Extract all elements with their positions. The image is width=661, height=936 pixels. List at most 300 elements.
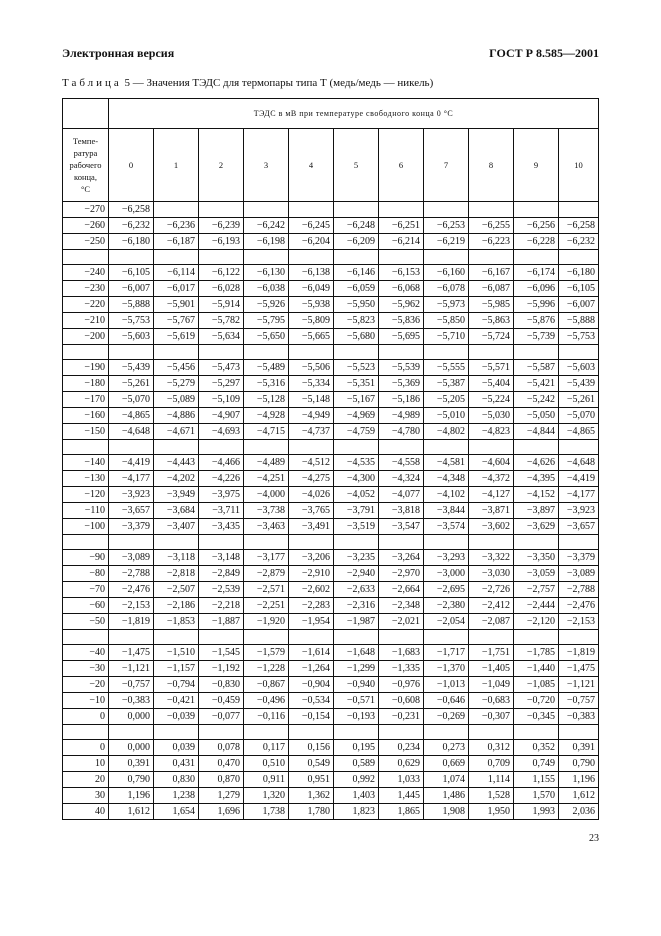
emf-value-cell: −3,791	[334, 503, 379, 519]
emf-value-cell: −4,052	[334, 487, 379, 503]
emf-value-cell	[334, 202, 379, 218]
emf-value-cell: −3,089	[109, 550, 154, 566]
emf-value-cell: −5,901	[154, 297, 199, 313]
emf-value-cell: −4,949	[289, 408, 334, 424]
emf-value-cell: −6,105	[559, 281, 599, 297]
emf-value-cell: −3,519	[334, 519, 379, 535]
temperature-cell: −240	[63, 265, 109, 281]
emf-value-cell: −3,738	[244, 503, 289, 519]
emf-value-cell: −1,228	[244, 661, 289, 677]
emf-value-cell: −6,187	[154, 234, 199, 250]
emf-value-cell: −3,765	[289, 503, 334, 519]
emf-value-cell: −2,316	[334, 598, 379, 614]
spacer-cell	[109, 345, 154, 360]
emf-value-cell: −1,405	[469, 661, 514, 677]
emf-value-cell: −1,785	[514, 645, 559, 661]
emf-value-cell: −5,334	[289, 376, 334, 392]
emf-value-cell: −4,604	[469, 455, 514, 471]
spacer-cell	[514, 440, 559, 455]
emf-value-cell: −2,444	[514, 598, 559, 614]
spacer-cell	[109, 250, 154, 265]
temperature-cell: −270	[63, 202, 109, 218]
spacer-cell	[63, 725, 109, 740]
column-header: 5	[334, 129, 379, 202]
emf-value-cell: −5,456	[154, 360, 199, 376]
emf-value-cell: −2,788	[559, 582, 599, 598]
emf-value-cell: 1,696	[199, 804, 244, 820]
emf-value-cell: −5,603	[109, 329, 154, 345]
emf-value-cell: 2,036	[559, 804, 599, 820]
emf-value-cell: 1,033	[379, 772, 424, 788]
emf-value-cell: −6,236	[154, 218, 199, 234]
emf-value-cell: −0,683	[469, 693, 514, 709]
emf-value-cell: −5,279	[154, 376, 199, 392]
spacer-cell	[469, 440, 514, 455]
emf-value-cell: −5,070	[559, 408, 599, 424]
temperature-cell: 40	[63, 804, 109, 820]
emf-value-cell: 0,870	[199, 772, 244, 788]
emf-value-cell: 0,749	[514, 756, 559, 772]
table-row	[63, 677, 599, 693]
temperature-cell: −40	[63, 645, 109, 661]
emf-value-cell: −5,634	[199, 329, 244, 345]
standard-code: ГОСТ Р 8.585—2001	[489, 46, 599, 60]
emf-value-cell: −5,109	[199, 392, 244, 408]
emf-value-cell: −6,105	[109, 265, 154, 281]
temperature-cell: −30	[63, 661, 109, 677]
emf-value-cell: −0,154	[289, 709, 334, 725]
emf-value-cell: −6,096	[514, 281, 559, 297]
emf-value-cell: −2,970	[379, 566, 424, 582]
emf-value-cell: −5,050	[514, 408, 559, 424]
emf-value-cell: −4,928	[244, 408, 289, 424]
spacer-cell	[244, 725, 289, 740]
column-header: 8	[469, 129, 514, 202]
emf-value-cell: −4,780	[379, 424, 424, 440]
temperature-cell: −20	[63, 677, 109, 693]
emf-value-cell: −0,571	[334, 693, 379, 709]
spacer-row	[63, 440, 599, 455]
spacer-cell	[334, 535, 379, 550]
page-number: 23	[589, 833, 599, 844]
emf-value-cell: 1,738	[244, 804, 289, 820]
spacer-cell	[199, 725, 244, 740]
emf-value-cell: −2,283	[289, 598, 334, 614]
emf-value-cell: −6,232	[559, 234, 599, 250]
emf-value-cell: −5,767	[154, 313, 199, 329]
emf-value-cell: −5,089	[154, 392, 199, 408]
emf-value-cell: −4,865	[559, 424, 599, 440]
emf-value-cell: −1,819	[559, 645, 599, 661]
emf-value-cell: −4,759	[334, 424, 379, 440]
emf-value-cell: −4,348	[424, 471, 469, 487]
emf-value-cell: −1,157	[154, 661, 199, 677]
emf-value-cell: −6,209	[334, 234, 379, 250]
emf-value-cell	[154, 202, 199, 218]
emf-value-cell: −5,489	[244, 360, 289, 376]
spacer-cell	[559, 345, 599, 360]
emf-value-cell: −0,608	[379, 693, 424, 709]
emf-value-cell: 1,993	[514, 804, 559, 820]
emf-value-cell: −3,148	[199, 550, 244, 566]
spacer-cell	[469, 630, 514, 645]
emf-value-cell: −2,120	[514, 614, 559, 630]
emf-value-cell: −3,322	[469, 550, 514, 566]
spacer-cell	[63, 440, 109, 455]
emf-value-cell: −2,571	[244, 582, 289, 598]
emf-value-cell: −1,370	[424, 661, 469, 677]
emf-value-cell: −5,809	[289, 313, 334, 329]
emf-value-cell: −2,021	[379, 614, 424, 630]
emf-value-cell: −4,226	[199, 471, 244, 487]
emf-value-cell: −3,118	[154, 550, 199, 566]
emf-value-cell: −4,535	[334, 455, 379, 471]
emf-value-cell: −4,177	[109, 471, 154, 487]
emf-value-cell: 0,195	[334, 740, 379, 756]
emf-value-cell: −6,245	[289, 218, 334, 234]
spacer-cell	[514, 630, 559, 645]
emf-value-cell: −0,039	[154, 709, 199, 725]
emf-value-cell: −3,379	[559, 550, 599, 566]
emf-value-cell: −5,914	[199, 297, 244, 313]
emf-value-cell	[244, 202, 289, 218]
table-row	[63, 519, 599, 535]
table-row	[63, 360, 599, 376]
emf-value-cell: 0,352	[514, 740, 559, 756]
emf-value-cell: 1,612	[559, 788, 599, 804]
emf-value-cell: −6,049	[289, 281, 334, 297]
emf-value-cell: 0,039	[154, 740, 199, 756]
emf-value-cell: −3,547	[379, 519, 424, 535]
emf-value-cell: −4,152	[514, 487, 559, 503]
emf-value-cell: −3,463	[244, 519, 289, 535]
emf-value-cell: −4,419	[109, 455, 154, 471]
emf-value-cell: −6,242	[244, 218, 289, 234]
emf-value-cell: −3,293	[424, 550, 469, 566]
emf-value-cell: −2,664	[379, 582, 424, 598]
emf-value-cell: −4,443	[154, 455, 199, 471]
super-header: ТЭДС в мВ при температуре свободного конца 0 °С	[109, 99, 599, 129]
emf-table	[62, 98, 599, 820]
table-row	[63, 740, 599, 756]
spacer-cell	[289, 725, 334, 740]
emf-value-cell: −6,068	[379, 281, 424, 297]
emf-value-cell: −0,830	[199, 677, 244, 693]
emf-value-cell: −1,717	[424, 645, 469, 661]
spacer-cell	[334, 725, 379, 740]
emf-value-cell: −5,680	[334, 329, 379, 345]
emf-value-cell: −2,757	[514, 582, 559, 598]
emf-value-cell: 0,431	[154, 756, 199, 772]
emf-value-cell: −3,923	[109, 487, 154, 503]
emf-value-cell: −4,626	[514, 455, 559, 471]
table-caption	[62, 77, 433, 89]
spacer-cell	[289, 250, 334, 265]
emf-value-cell: −5,523	[334, 360, 379, 376]
emf-value-cell	[469, 202, 514, 218]
temperature-cell: −250	[63, 234, 109, 250]
emf-value-cell: −5,539	[379, 360, 424, 376]
emf-value-cell: −6,219	[424, 234, 469, 250]
spacer-cell	[109, 440, 154, 455]
emf-value-cell: −1,954	[289, 614, 334, 630]
table-row	[63, 693, 599, 709]
emf-value-cell: 0,709	[469, 756, 514, 772]
emf-value-cell: −1,920	[244, 614, 289, 630]
emf-value-cell: −1,335	[379, 661, 424, 677]
emf-value-cell: −2,153	[109, 598, 154, 614]
table-row	[63, 566, 599, 582]
table-row	[63, 804, 599, 820]
emf-value-cell: −5,724	[469, 329, 514, 345]
emf-value-cell: −5,836	[379, 313, 424, 329]
temperature-header-line: конца,	[74, 172, 97, 182]
emf-value-cell: −4,177	[559, 487, 599, 503]
emf-value-cell: −2,695	[424, 582, 469, 598]
table-row	[63, 614, 599, 630]
table-row	[63, 709, 599, 725]
emf-value-cell: −3,491	[289, 519, 334, 535]
emf-value-cell: −5,421	[514, 376, 559, 392]
emf-value-cell: −5,650	[244, 329, 289, 345]
emf-value-cell: −4,489	[244, 455, 289, 471]
emf-value-cell: −2,818	[154, 566, 199, 582]
emf-value-cell: −6,180	[559, 265, 599, 281]
table-caption-label: Таблица	[62, 77, 122, 89]
emf-value-cell: −5,888	[109, 297, 154, 313]
table-row	[63, 265, 599, 281]
temperature-cell: −120	[63, 487, 109, 503]
emf-value-cell: −6,232	[109, 218, 154, 234]
emf-value-cell: −3,177	[244, 550, 289, 566]
emf-value-cell: 0,992	[334, 772, 379, 788]
emf-value-cell: 1,320	[244, 788, 289, 804]
emf-value-cell: −5,010	[424, 408, 469, 424]
emf-value-cell: −0,646	[424, 693, 469, 709]
emf-value-cell: −5,261	[559, 392, 599, 408]
emf-value-cell: −0,193	[334, 709, 379, 725]
spacer-cell	[424, 345, 469, 360]
spacer-cell	[559, 250, 599, 265]
emf-value-cell: −5,710	[424, 329, 469, 345]
spacer-cell	[289, 535, 334, 550]
spacer-cell	[559, 440, 599, 455]
emf-value-cell: −6,130	[244, 265, 289, 281]
emf-value-cell: −4,737	[289, 424, 334, 440]
spacer-cell	[334, 250, 379, 265]
emf-value-cell: −2,879	[244, 566, 289, 582]
spacer-cell	[63, 345, 109, 360]
emf-value-cell: 1,823	[334, 804, 379, 820]
emf-value-cell: −3,711	[199, 503, 244, 519]
temperature-cell: 10	[63, 756, 109, 772]
emf-value-cell: −5,695	[379, 329, 424, 345]
emf-value-cell: −5,128	[244, 392, 289, 408]
temperature-cell: −60	[63, 598, 109, 614]
temperature-header	[63, 129, 109, 202]
emf-value-cell: −2,633	[334, 582, 379, 598]
emf-value-cell: 0,391	[109, 756, 154, 772]
spacer-cell	[244, 345, 289, 360]
temperature-cell: −130	[63, 471, 109, 487]
spacer-cell	[379, 250, 424, 265]
emf-value-cell: −3,264	[379, 550, 424, 566]
table-row	[63, 471, 599, 487]
emf-value-cell: −2,054	[424, 614, 469, 630]
temperature-cell: −80	[63, 566, 109, 582]
emf-value-cell: −0,976	[379, 677, 424, 693]
temperature-cell: −70	[63, 582, 109, 598]
emf-value-cell: −1,987	[334, 614, 379, 630]
emf-value-cell: −6,017	[154, 281, 199, 297]
spacer-cell	[379, 345, 424, 360]
spacer-cell	[154, 250, 199, 265]
emf-value-cell: −5,938	[289, 297, 334, 313]
emf-value-cell: 1,403	[334, 788, 379, 804]
spacer-cell	[424, 630, 469, 645]
spacer-cell	[154, 440, 199, 455]
emf-value-cell: −5,782	[199, 313, 244, 329]
emf-value-cell: −3,897	[514, 503, 559, 519]
emf-value-cell: −4,102	[424, 487, 469, 503]
emf-value-cell: −4,581	[424, 455, 469, 471]
emf-value-cell	[379, 202, 424, 218]
emf-value-cell: −6,239	[199, 218, 244, 234]
emf-value-cell: −1,121	[559, 677, 599, 693]
emf-value-cell: −5,619	[154, 329, 199, 345]
emf-value-cell: −6,258	[559, 218, 599, 234]
spacer-cell	[63, 250, 109, 265]
table-row	[63, 424, 599, 440]
emf-value-cell: 0,911	[244, 772, 289, 788]
emf-value-cell: −3,407	[154, 519, 199, 535]
spacer-row	[63, 630, 599, 645]
emf-value-cell: −2,849	[199, 566, 244, 582]
column-header: 4	[289, 129, 334, 202]
emf-value-cell: −6,223	[469, 234, 514, 250]
emf-value-cell: −4,324	[379, 471, 424, 487]
emf-value-cell: −5,996	[514, 297, 559, 313]
spacer-cell	[424, 250, 469, 265]
emf-value-cell: −6,167	[469, 265, 514, 281]
table-row	[63, 281, 599, 297]
emf-value-cell: −1,121	[109, 661, 154, 677]
temperature-cell: −140	[63, 455, 109, 471]
emf-value-cell: −2,940	[334, 566, 379, 582]
emf-value-cell: 1,155	[514, 772, 559, 788]
table-row	[63, 661, 599, 677]
table-row	[63, 376, 599, 392]
emf-value-cell: −5,070	[109, 392, 154, 408]
emf-value-cell: −1,683	[379, 645, 424, 661]
table-row	[63, 550, 599, 566]
emf-value-cell: −1,475	[109, 645, 154, 661]
temperature-cell: 30	[63, 788, 109, 804]
emf-value-cell: −5,506	[289, 360, 334, 376]
spacer-cell	[244, 440, 289, 455]
emf-value-cell: −5,850	[424, 313, 469, 329]
column-header: 7	[424, 129, 469, 202]
column-header: 6	[379, 129, 424, 202]
spacer-cell	[154, 535, 199, 550]
emf-value-cell: 1,114	[469, 772, 514, 788]
temperature-header-line: Темпе-	[72, 136, 99, 146]
emf-value-cell: −6,114	[154, 265, 199, 281]
emf-value-cell: 1,654	[154, 804, 199, 820]
emf-value-cell: −6,228	[514, 234, 559, 250]
spacer-cell	[289, 630, 334, 645]
emf-value-cell: 1,362	[289, 788, 334, 804]
emf-value-cell: −5,439	[109, 360, 154, 376]
spacer-cell	[469, 345, 514, 360]
emf-value-cell: 0,830	[154, 772, 199, 788]
emf-value-cell: −0,383	[109, 693, 154, 709]
emf-value-cell: −6,160	[424, 265, 469, 281]
emf-value-cell: −5,950	[334, 297, 379, 313]
spacer-cell	[63, 535, 109, 550]
emf-value-cell: −2,251	[244, 598, 289, 614]
emf-value-cell: 0,391	[559, 740, 599, 756]
emf-value-cell: −0,904	[289, 677, 334, 693]
emf-value-cell: −3,975	[199, 487, 244, 503]
emf-value-cell: −6,256	[514, 218, 559, 234]
emf-value-cell: 0,234	[379, 740, 424, 756]
temperature-cell: −10	[63, 693, 109, 709]
spacer-cell	[244, 250, 289, 265]
emf-value-cell: −4,275	[289, 471, 334, 487]
temperature-cell: −260	[63, 218, 109, 234]
emf-value-cell: −6,251	[379, 218, 424, 234]
spacer-cell	[109, 630, 154, 645]
spacer-cell	[199, 250, 244, 265]
temperature-cell: −110	[63, 503, 109, 519]
table-row	[63, 756, 599, 772]
emf-value-cell: −6,153	[379, 265, 424, 281]
emf-value-cell: −0,077	[199, 709, 244, 725]
spacer-cell	[244, 535, 289, 550]
emf-value-cell: −5,186	[379, 392, 424, 408]
emf-value-cell: −1,614	[289, 645, 334, 661]
emf-value-cell: −5,665	[289, 329, 334, 345]
temperature-cell: 20	[63, 772, 109, 788]
emf-value-cell: −0,307	[469, 709, 514, 725]
emf-value-cell: 1,780	[289, 804, 334, 820]
spacer-row	[63, 725, 599, 740]
temperature-cell: −170	[63, 392, 109, 408]
spacer-cell	[559, 725, 599, 740]
emf-value-cell: −3,000	[424, 566, 469, 582]
table-caption-text: — Значения ТЭДС для термопары типа Т (медь/медь — никель)	[132, 77, 434, 89]
emf-value-cell: −6,007	[559, 297, 599, 313]
spacer-cell	[514, 345, 559, 360]
emf-value-cell: 1,279	[199, 788, 244, 804]
emf-value-cell: −6,038	[244, 281, 289, 297]
table-row	[63, 503, 599, 519]
emf-value-cell: −3,089	[559, 566, 599, 582]
emf-value-cell	[514, 202, 559, 218]
emf-value-cell: 0,273	[424, 740, 469, 756]
spacer-cell	[424, 440, 469, 455]
emf-value-cell: −6,078	[424, 281, 469, 297]
emf-value-cell: −6,028	[199, 281, 244, 297]
edition-label: Электронная версия	[62, 46, 175, 60]
spacer-cell	[199, 630, 244, 645]
emf-value-cell: 0,589	[334, 756, 379, 772]
temperature-cell: −230	[63, 281, 109, 297]
temperature-cell: −50	[63, 614, 109, 630]
emf-value-cell: 1,445	[379, 788, 424, 804]
emf-value-cell: −5,224	[469, 392, 514, 408]
